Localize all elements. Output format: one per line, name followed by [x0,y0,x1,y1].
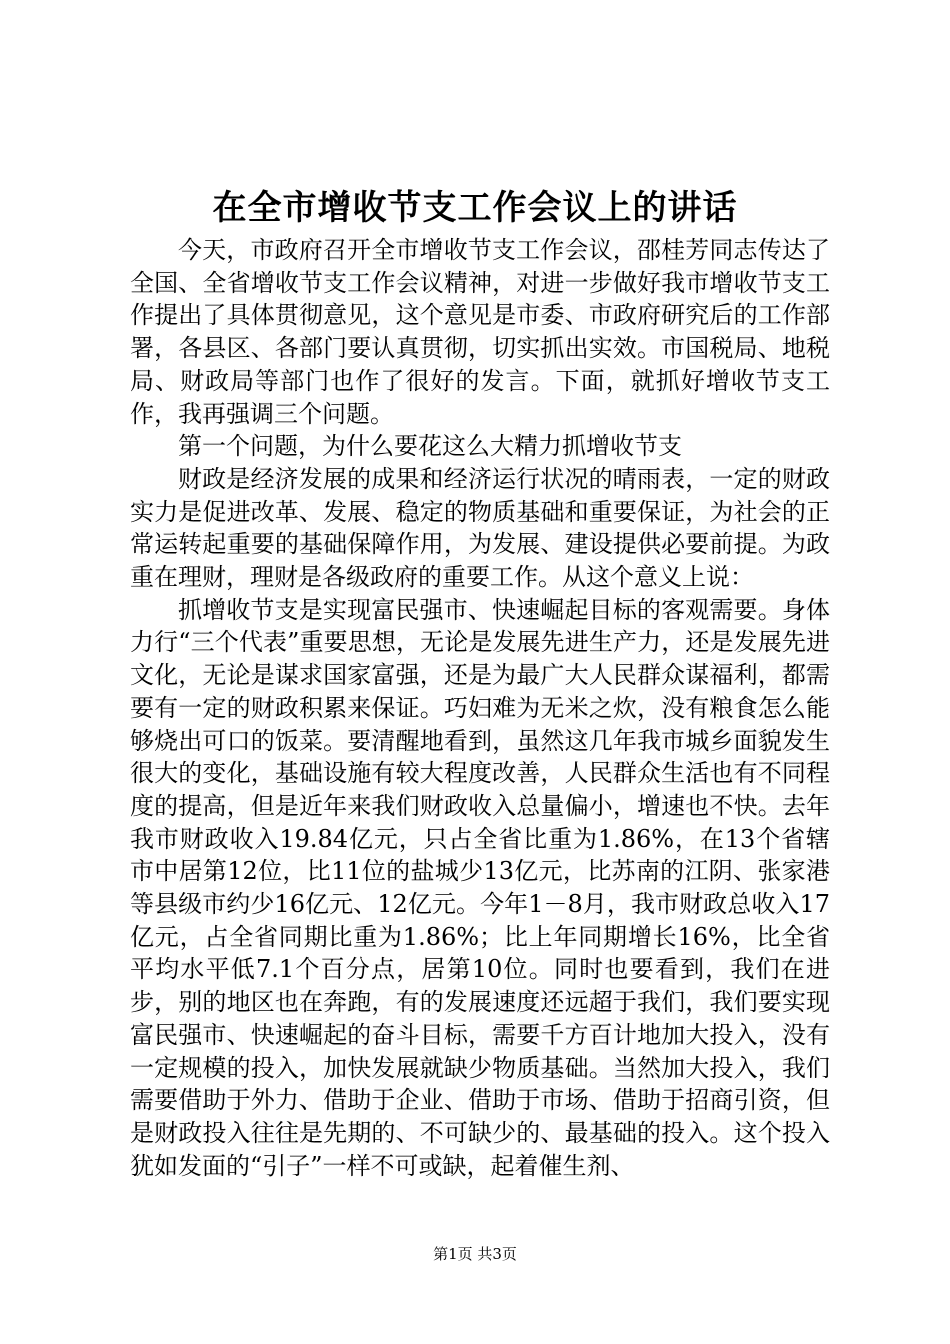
paragraph: 今天，市政府召开全市增收节支工作会议，邵桂芳同志传达了全国、全省增收节支工作会议精神，对进一步做好我市增收节支工作提出了具体贯彻意见，这个意见是市委、市政府研究后的工作部署，各县区、各部门要认真贯彻，切实抓出实效。市国税局、地税局、财政局等部门也作了很好的发言。下面，就抓好增收节支工作，我再强调三个问题。 [130,236,830,428]
paragraph: 抓增收节支是实现富民强市、快速崛起目标的客观需要。身体力行“三个代表”重要思想，无论是发展先进生产力，还是发展先进文化，无论是谋求国家富强，还是为最广大人民群众谋福利，都需要有一定的财政积累来保证。巧妇难为无米之炊，没有粮食怎么能够烧出可口的饭菜。要清醒地看到，虽然这几年我市城乡面貌发生很大的变化，基础设施有较大程度改善，人民群众生活也有不同程度的提高，但是近年来我们财政收入总量偏小，增速也不快。去年我市财政收入19.84亿元，只占全省比重为1.86%，在13个省辖市中居第12位，比11位的盐城少13亿元，比苏南的江阴、张家港等县级市约少16亿元、12亿元。今年1－8月，我市财政总收入17亿元，占全省同期比重为1.86%；比上年同期增长16%，比全省平均水平低7.1个百分点，居第10位。同时也要看到，我们在进步，别的地区也在奔跑，有的发展速度还远超于我们，我们要实现富民强市、快速崛起的奋斗目标，需要千方百计地加大投入，没有一定规模的投入，加快发展就缺少物质基础。当然加大投入，我们需要借助于外力、借助于企业、借助于市场、借助于招商引资，但是财政投入往往是先期的、不可缺少的、最基础的投入。这个投入犹如发面的“引子”一样不可或缺，起着催生剂、 [130,595,830,1180]
document-body [130,234,830,1182]
page-title: 在全市增收节支工作会议上的讲话 [212,188,738,228]
paragraph: 第一个问题，为什么要花这么大精力抓增收节支 [178,432,682,461]
page-footer: 第1页 共3页 [433,1245,517,1263]
paragraph: 财政是经济发展的成果和经济运行状况的晴雨表，一定的财政实力是促进改革、发展、稳定的物质基础和重要保证，为社会的正常运转起重要的基础保障作用，为发展、建设提供必要前提。为政重在理财，理财是各级政府的重要工作。从这个意义上说： [130,464,830,592]
